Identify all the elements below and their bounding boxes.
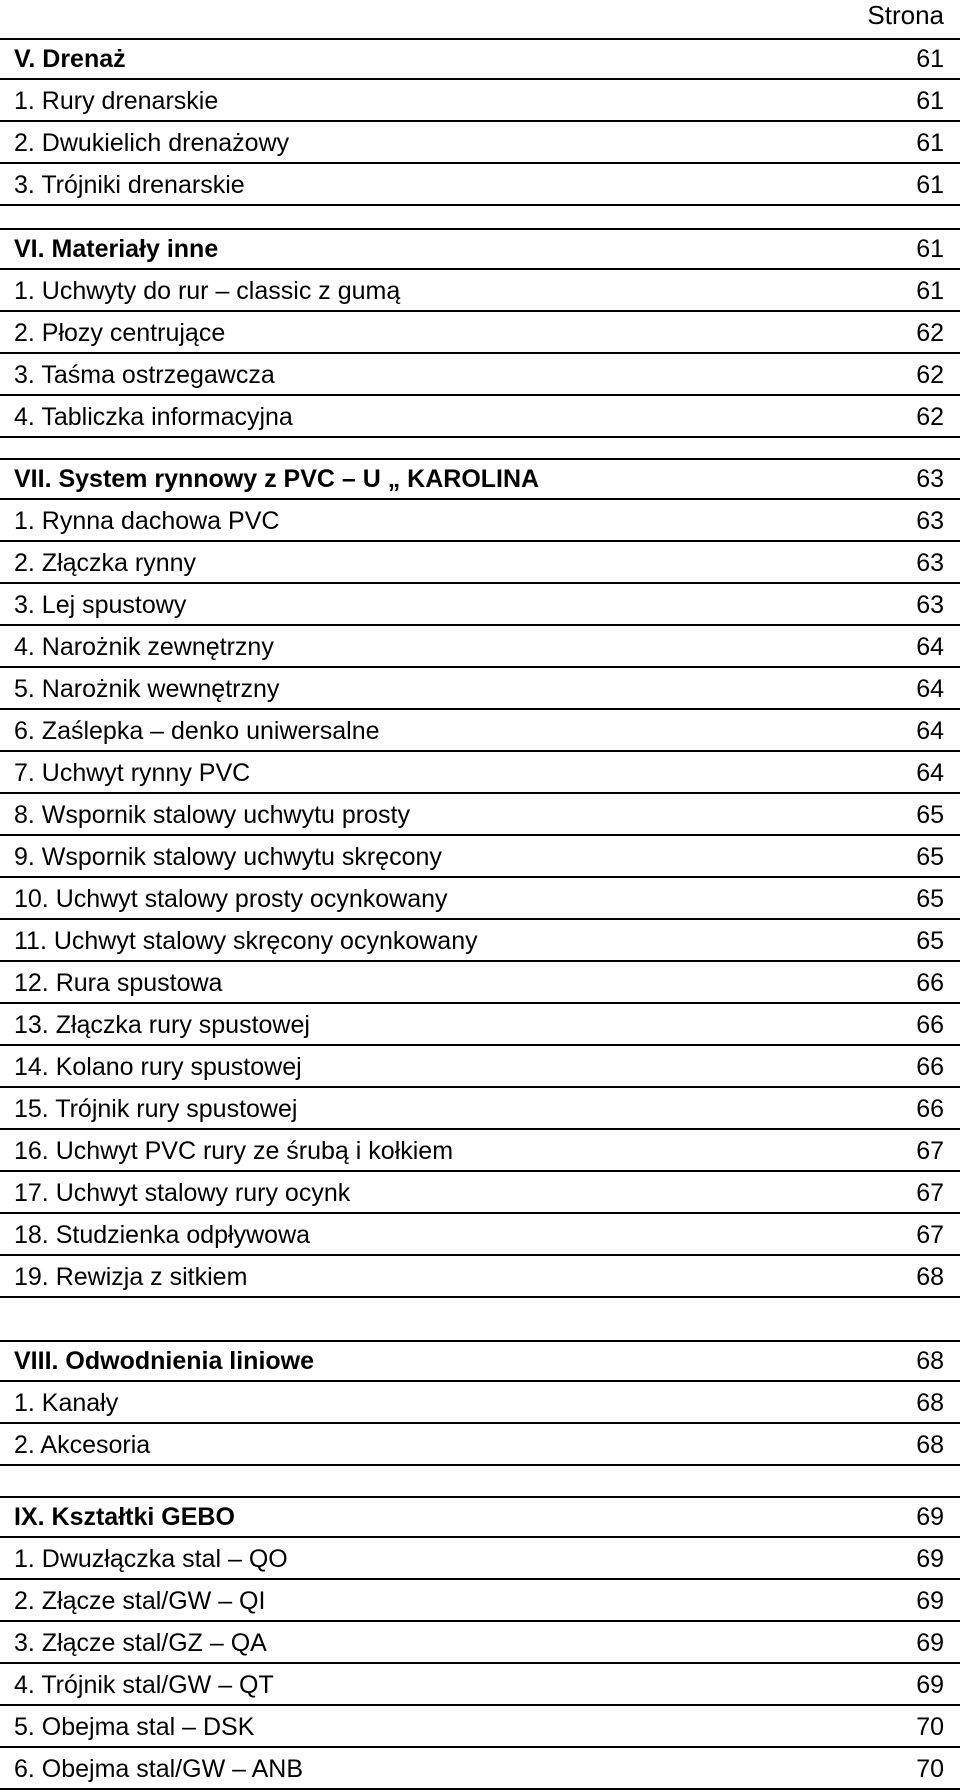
entry-label: 16. Uchwyt PVC rury ze śrubą i kołkiem (14, 1137, 454, 1165)
entry-label: 17. Uchwyt stalowy rury ocynk (14, 1179, 351, 1207)
toc-entry[interactable] (0, 396, 960, 438)
toc-entry[interactable] (0, 1004, 960, 1046)
page-number: 69 (916, 1587, 944, 1615)
page-number: 62 (916, 361, 944, 389)
entry-label: 6. Zaślepka – denko uniwersalne (14, 717, 380, 745)
page-number: 69 (916, 1671, 944, 1699)
page-number: 66 (916, 1011, 944, 1039)
toc-section (0, 458, 960, 1298)
page-number: 67 (916, 1137, 944, 1165)
page-number: 65 (916, 927, 944, 955)
entry-label: 2. Złącze stal/GW – QI (14, 1587, 266, 1615)
entry-label: 9. Wspornik stalowy uchwytu skręcony (14, 843, 442, 871)
entry-label: 13. Złączka rury spustowej (14, 1011, 310, 1039)
entry-label: 2. Dwukielich drenażowy (14, 129, 290, 157)
page-number: 67 (916, 1179, 944, 1207)
toc-entry[interactable] (0, 164, 960, 206)
entry-label: 15. Trójnik rury spustowej (14, 1095, 298, 1123)
entry-label: 3. Taśma ostrzegawcza (14, 361, 275, 389)
entry-label: 2. Złączka rynny (14, 549, 197, 577)
toc-entry[interactable] (0, 920, 960, 962)
section-heading-row[interactable] (0, 228, 960, 270)
section-heading-row[interactable] (0, 38, 960, 80)
entry-label: 4. Narożnik zewnętrzny (14, 633, 274, 661)
page-number: 67 (916, 1221, 944, 1249)
page-number: 63 (916, 591, 944, 619)
toc-entry[interactable] (0, 80, 960, 122)
entry-label: 7. Uchwyt rynny PVC (14, 759, 251, 787)
section-heading-row[interactable] (0, 1496, 960, 1538)
section-title: IX. Kształtki GEBO (14, 1503, 235, 1531)
toc-entry[interactable] (0, 1706, 960, 1748)
toc-entry[interactable] (0, 710, 960, 752)
entry-label: 1. Dwuzłączka stal – QO (14, 1545, 288, 1573)
toc-entry[interactable] (0, 1088, 960, 1130)
entry-label: 12. Rura spustowa (14, 969, 223, 997)
page-number: 64 (916, 633, 944, 661)
toc-entry[interactable] (0, 1382, 960, 1424)
toc-entry[interactable] (0, 122, 960, 164)
page-number: 64 (916, 675, 944, 703)
page-number: 61 (916, 129, 944, 157)
page-number: 68 (916, 1347, 944, 1375)
page-number: 61 (916, 171, 944, 199)
toc-entry[interactable] (0, 1424, 960, 1466)
toc-entry[interactable] (0, 542, 960, 584)
toc-entry[interactable] (0, 354, 960, 396)
toc-entry[interactable] (0, 1130, 960, 1172)
page-number: 65 (916, 801, 944, 829)
entry-label: 3. Trójniki drenarskie (14, 171, 245, 199)
entry-label: 3. Złącze stal/GZ – QA (14, 1629, 267, 1657)
toc-section (0, 1340, 960, 1466)
toc-entry[interactable] (0, 794, 960, 836)
entry-label: 5. Narożnik wewnętrzny (14, 675, 280, 703)
page-number: 68 (916, 1431, 944, 1459)
entry-label: 14. Kolano rury spustowej (14, 1053, 302, 1081)
page-number: 70 (916, 1755, 944, 1783)
page-number: 62 (916, 403, 944, 431)
toc-entry[interactable] (0, 584, 960, 626)
page-number: 62 (916, 319, 944, 347)
entry-label: 2. Akcesoria (14, 1431, 151, 1459)
toc-entry[interactable] (0, 1664, 960, 1706)
page-number: 63 (916, 549, 944, 577)
page-number: 61 (916, 45, 944, 73)
entry-label: 1. Uchwyty do rur – classic z gumą (14, 277, 401, 305)
page-number: 64 (916, 759, 944, 787)
entry-label: 5. Obejma stal – DSK (14, 1713, 255, 1741)
toc-entry[interactable] (0, 1580, 960, 1622)
page-column-header: Strona (867, 0, 944, 30)
toc-entry[interactable] (0, 1046, 960, 1088)
entry-label: 11. Uchwyt stalowy skręcony ocynkowany (14, 927, 478, 955)
toc-entry[interactable] (0, 878, 960, 920)
toc-entry[interactable] (0, 1748, 960, 1790)
page-number: 65 (916, 885, 944, 913)
page-number: 69 (916, 1545, 944, 1573)
toc-entry[interactable] (0, 312, 960, 354)
section-title: VII. System rynnowy z PVC – U „ KAROLINA (14, 465, 540, 493)
page-number: 66 (916, 1095, 944, 1123)
toc-entry[interactable] (0, 1214, 960, 1256)
page-number: 61 (916, 235, 944, 263)
page-number: 69 (916, 1629, 944, 1657)
entry-label: 2. Płozy centrujące (14, 319, 226, 347)
toc-entry[interactable] (0, 752, 960, 794)
section-title: VIII. Odwodnienia liniowe (14, 1347, 315, 1375)
entry-label: 10. Uchwyt stalowy prosty ocynkowany (14, 885, 448, 913)
page-number: 65 (916, 843, 944, 871)
section-title: V. Drenaż (14, 45, 126, 73)
toc-section (0, 38, 960, 206)
section-heading-row[interactable] (0, 458, 960, 500)
entry-label: 6. Obejma stal/GW – ANB (14, 1755, 303, 1783)
page-number: 68 (916, 1389, 944, 1417)
entry-label: 8. Wspornik stalowy uchwytu prosty (14, 801, 410, 829)
page-number: 64 (916, 717, 944, 745)
entry-label: 19. Rewizja z sitkiem (14, 1263, 248, 1291)
toc-section (0, 228, 960, 438)
page-number: 66 (916, 969, 944, 997)
entry-label: 18. Studzienka odpływowa (14, 1221, 311, 1249)
toc-entry[interactable] (0, 626, 960, 668)
page-number: 68 (916, 1263, 944, 1291)
section-heading-row[interactable] (0, 1340, 960, 1382)
entry-label: 3. Lej spustowy (14, 591, 187, 619)
toc-entry[interactable] (0, 1172, 960, 1214)
toc-entry[interactable] (0, 1538, 960, 1580)
entry-label: 4. Trójnik stal/GW – QT (14, 1671, 274, 1699)
entry-label: 4. Tabliczka informacyjna (14, 403, 293, 431)
toc-entry[interactable] (0, 500, 960, 542)
toc-entry[interactable] (0, 1256, 960, 1298)
toc-entry[interactable] (0, 1622, 960, 1664)
page-number: 69 (916, 1503, 944, 1531)
toc-entry[interactable] (0, 668, 960, 710)
page-number: 63 (916, 465, 944, 493)
entry-label: 1. Rynna dachowa PVC (14, 507, 280, 535)
toc-section (0, 1496, 960, 1790)
page-number: 61 (916, 87, 944, 115)
page-number: 66 (916, 1053, 944, 1081)
page-number: 63 (916, 507, 944, 535)
entry-label: 1. Kanały (14, 1389, 119, 1417)
entry-label: 1. Rury drenarskie (14, 87, 219, 115)
page-number: 70 (916, 1713, 944, 1741)
section-title: VI. Materiały inne (14, 235, 219, 263)
toc-entry[interactable] (0, 270, 960, 312)
toc-entry[interactable] (0, 836, 960, 878)
toc-entry[interactable] (0, 962, 960, 1004)
page-number: 61 (916, 277, 944, 305)
